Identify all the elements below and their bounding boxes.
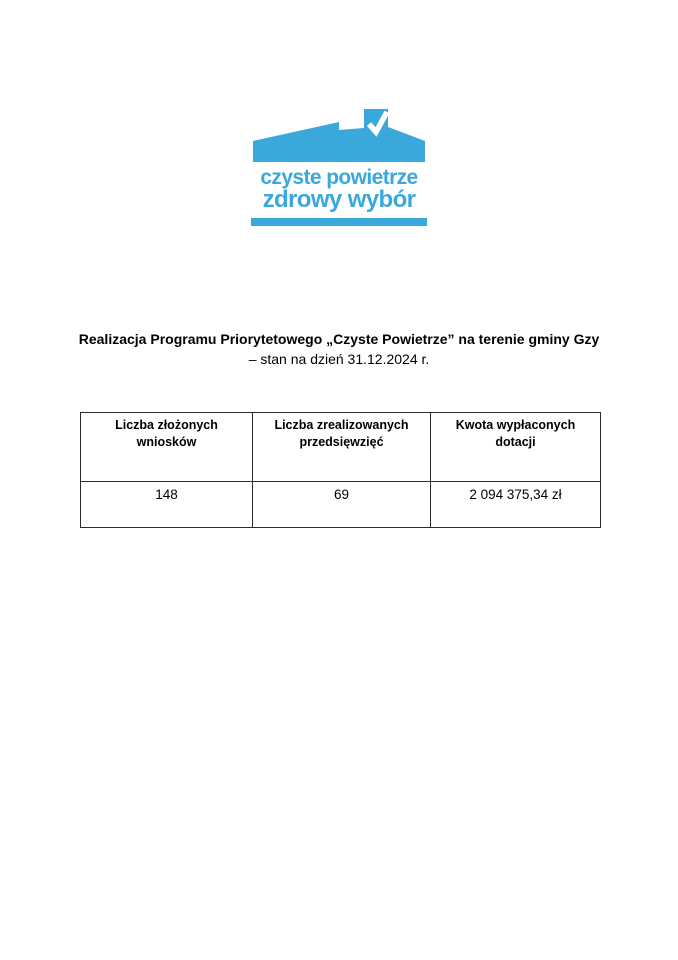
header-cell-projects-completed: Liczba zrealizowanych przedsięwzięć — [253, 413, 431, 482]
cell-projects-completed: 69 — [253, 482, 431, 528]
house-roof-shape — [253, 109, 425, 162]
table-header-row — [81, 413, 601, 482]
program-logo — [249, 94, 429, 226]
cell-applications-submitted: 148 — [81, 482, 253, 528]
logo-text-line-1: czyste powietrze — [260, 166, 418, 189]
table-row — [81, 482, 601, 528]
logo-underline-bar — [251, 218, 427, 226]
title-block — [0, 331, 678, 367]
header-cell-applications-submitted: Liczba złożonych wniosków — [81, 413, 253, 482]
document-subtitle: – stan na dzień 31.12.2024 r. — [248, 351, 430, 367]
cell-grants-paid: 2 094 375,34 zł — [431, 482, 601, 528]
summary-table — [80, 412, 601, 528]
document-title: Realizacja Programu Priorytetowego „Czyste Powietrze” na terenie gminy Gzy — [78, 331, 600, 347]
header-cell-grants-paid: Kwota wypłaconych dotacji — [431, 413, 601, 482]
house-with-checkmark-icon — [251, 94, 427, 162]
logo-text-line-2: zdrowy wybór — [262, 186, 416, 213]
